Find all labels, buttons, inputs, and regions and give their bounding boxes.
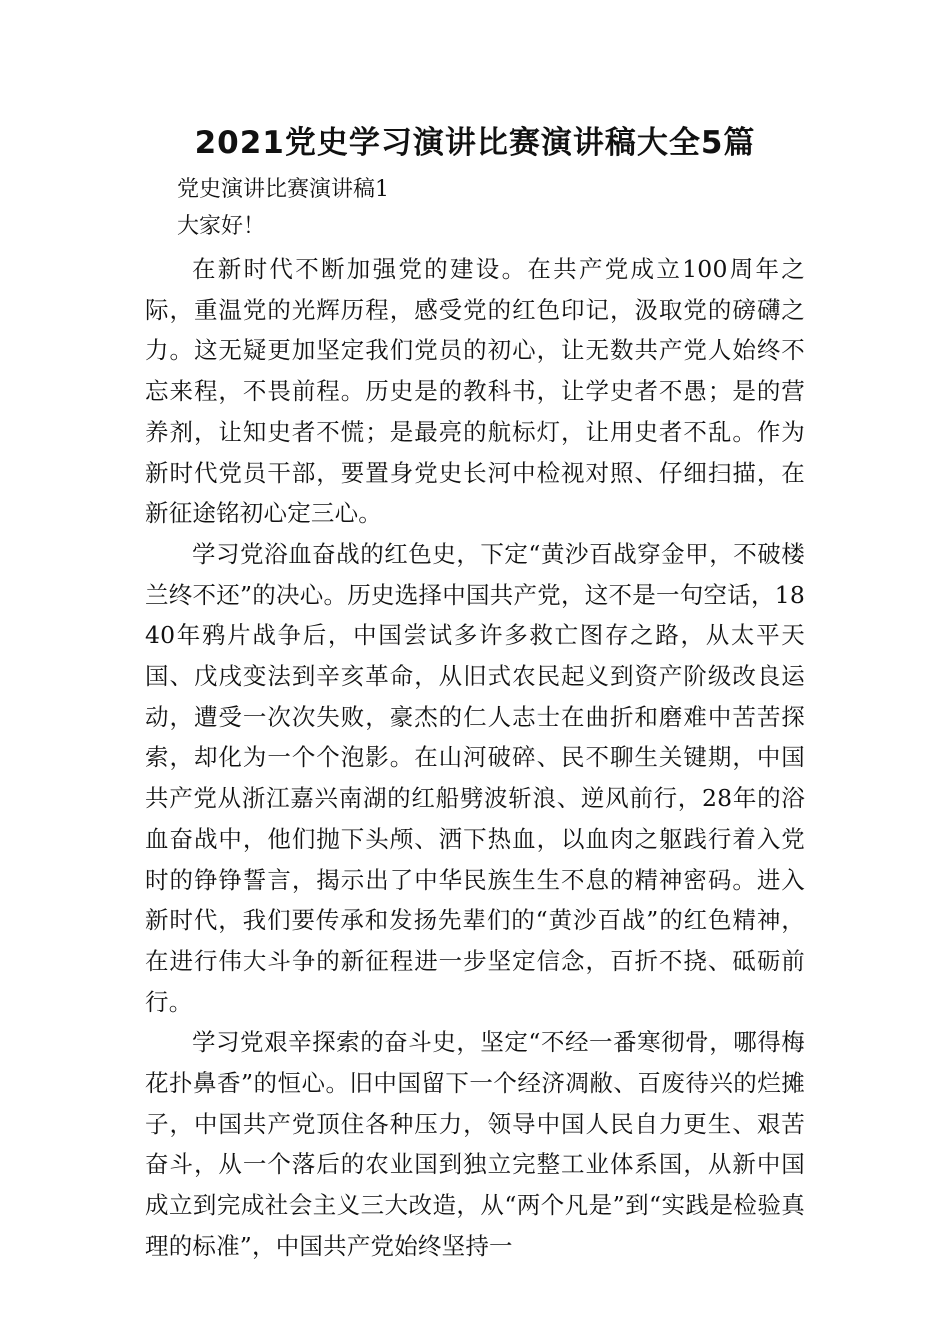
document-body xyxy=(145,249,805,1267)
body-paragraph: 在新时代不断加强党的建设。在共产党成立100周年之际，重温党的光辉历程，感受党的红色印记，汲取党的磅礴之力。这无疑更加坚定我们党员的初心，让无数共产党人始终不忘来程，不畏前程。历史是的教科书，让学史者不愚；是的营养剂，让知史者不慌；是最亮的航标灯，让用史者不乱。作为新时代党员干部，要置身党史长河中检视对照、仔细扫描，在新征途铭初心定三心。 xyxy=(145,255,805,528)
body-paragraph: 学习党艰辛探索的奋斗史，坚定“不经一番寒彻骨，哪得梅花扑鼻香”的恒心。旧中国留下一个经济凋敝、百废待兴的烂摊子，中国共产党顶住各种压力，领导中国人民自力更生、艰苦奋斗，从一个落后的农业国到独立完整工业体系国，从新中国成立到完成社会主义三大改造，从“两个凡是”到“实践是检验真理的标准”，中国共产党始终坚持一 xyxy=(145,1028,805,1260)
body-paragraph: 学习党浴血奋战的红色史，下定“黄沙百战穿金甲，不破楼兰终不还”的决心。历史选择中国共产党，这不是一句空话，1840年鸦片战争后，中国尝试多许多救亡图存之路，从太平天国、戊戌变法到辛亥革命，从旧式农民起义到资产阶级改良运动，遭受一次次失败，豪杰的仁人志士在曲折和磨难中苦苦探索，却化为一个个泡影。在山河破碎、民不聊生关键期，中国共产党从浙江嘉兴南湖的红船劈波斩浪、逆风前行，28年的浴血奋战中，他们抛下头颅、洒下热血，以血肉之躯践行着入党时的铮铮誓言，揭示出了中华民族生生不息的精神密码。进入新时代，我们要传承和发扬先辈们的“黄沙百战”的红色精神，在进行伟大斗争的新征程进一步坚定信念，百折不挠、砥砺前行。 xyxy=(145,539,805,1016)
document-title: 2021党史学习演讲比赛演讲稿大全5篇 xyxy=(194,125,756,161)
greeting-line: 大家好！ xyxy=(177,214,266,239)
speech-subtitle: 党史演讲比赛演讲稿1 xyxy=(177,177,389,202)
